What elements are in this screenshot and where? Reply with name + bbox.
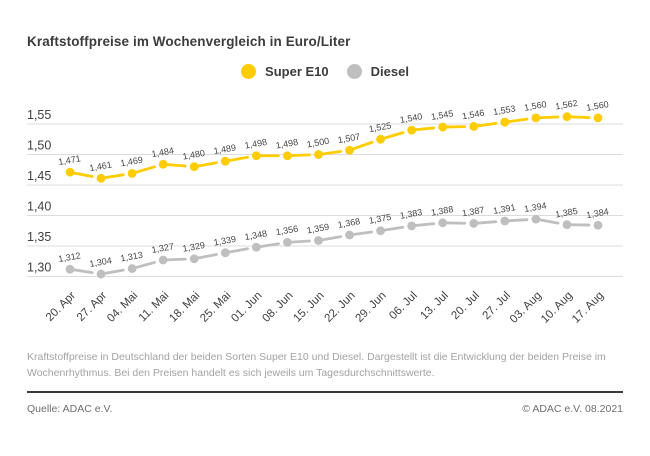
data-label-super-e10: 1,553 [492,103,517,118]
data-label-diesel: 1,329 [181,239,206,254]
data-point-super-e10 [252,151,261,160]
source-row [27,403,623,415]
data-point-super-e10 [500,118,509,127]
data-label-super-e10: 1,525 [368,120,393,135]
data-label-diesel: 1,312 [57,250,82,265]
data-point-diesel [159,256,168,265]
x-tick-label: 17. Aug [570,289,607,326]
data-label-super-e10: 1,546 [461,107,486,122]
data-point-super-e10 [594,114,603,123]
x-tick-label: 27. Apr [74,289,110,324]
data-point-diesel [66,265,75,274]
x-tick-label: 22. Jun [322,289,358,325]
data-point-diesel [283,238,292,247]
data-point-super-e10 [221,157,230,166]
data-label-diesel: 1,327 [150,241,175,255]
x-tick-label: 01. Jun [229,289,265,325]
legend-label-diesel: Diesel [370,64,409,79]
data-point-super-e10 [376,135,385,144]
data-point-diesel [190,254,199,263]
page-title: Kraftstoffpreise im Wochenvergleich in Euro/Liter [27,34,351,49]
data-label-diesel: 1,384 [585,206,610,221]
data-label-diesel: 1,313 [119,249,144,264]
y-tick-label: 1,30 [27,260,52,275]
footer-divider [27,391,623,393]
x-tick-label: 29. Jun [353,289,389,325]
data-point-diesel [438,218,447,227]
data-point-diesel [594,221,603,230]
data-label-diesel: 1,348 [243,228,268,243]
data-point-super-e10 [407,126,416,135]
y-tick-label: 1,35 [27,230,52,244]
data-point-diesel [563,220,572,229]
data-label-super-e10: 1,540 [399,111,424,126]
data-point-diesel [500,217,509,226]
data-label-super-e10: 1,562 [554,97,579,112]
x-tick-label: 27. Jul [480,289,513,323]
data-label-diesel: 1,304 [88,255,113,269]
data-point-super-e10 [128,169,137,178]
data-point-diesel [128,264,137,273]
data-label-diesel: 1,387 [461,204,486,219]
x-tick-label: 06. Jul [387,289,420,323]
data-point-diesel [97,270,106,279]
data-point-diesel [376,226,385,235]
data-point-super-e10 [97,174,106,183]
y-tick-label: 1,40 [27,199,52,214]
data-label-diesel: 1,394 [523,200,548,215]
chart-description: Kraftstoffpreise in Deutschland der beiden Sorten Super E10 und Diesel. Dargestellt ist die Entwicklung der beiden Preise im Wochenrhythmus. Bei den Preisen handelt es sich jeweils um Tagesdurchschnittswerte. [27,351,606,380]
data-label-super-e10: 1,461 [88,159,113,174]
data-label-super-e10: 1,480 [181,147,206,162]
data-point-super-e10 [283,151,292,160]
data-label-super-e10: 1,498 [243,136,268,151]
x-tick-label: 13. Jul [418,289,451,323]
data-point-diesel [345,231,354,240]
data-label-diesel: 1,368 [337,216,361,230]
data-point-super-e10 [314,150,323,159]
data-point-super-e10 [345,146,354,155]
data-point-super-e10 [438,123,447,132]
x-tick-label: 10. Aug [538,289,576,326]
x-tick-label: 08. Jun [260,289,296,325]
data-label-super-e10: 1,560 [585,99,610,113]
data-label-super-e10: 1,560 [523,99,548,113]
data-label-diesel: 1,356 [274,223,299,238]
y-tick-label: 1,55 [27,108,52,122]
data-label-diesel: 1,383 [399,207,424,221]
data-label-super-e10: 1,484 [150,145,175,160]
data-point-super-e10 [563,112,572,121]
data-label-diesel: 1,388 [430,203,455,218]
data-label-super-e10: 1,469 [119,154,144,169]
data-point-super-e10 [159,160,168,169]
data-point-diesel [531,215,540,224]
x-tick-label: 20. Apr [43,289,79,324]
data-label-super-e10: 1,498 [274,136,299,151]
data-label-super-e10: 1,500 [305,135,330,150]
x-tick-label: 04. Mai [105,289,141,325]
data-point-diesel [314,236,323,245]
y-tick-label: 1,45 [27,169,52,183]
legend-label-super-e10: Super E10 [265,64,329,79]
data-label-super-e10: 1,471 [57,153,82,168]
x-tick-label: 25. Mai [198,289,234,325]
data-point-super-e10 [469,122,478,131]
data-point-super-e10 [190,162,199,171]
data-point-diesel [221,248,230,257]
x-tick-label: 03. Aug [507,289,545,326]
data-point-diesel [469,219,478,228]
data-label-diesel: 1,359 [305,221,330,236]
y-tick-label: 1,50 [27,138,52,153]
data-label-diesel: 1,339 [212,233,237,248]
data-point-diesel [252,243,261,252]
x-tick-label: 11. Mai [136,289,172,325]
source-label: Quelle: ADAC e.V. [27,403,113,415]
data-label-super-e10: 1,489 [212,142,237,157]
data-label-diesel: 1,385 [554,205,579,220]
x-tick-label: 20. Jul [449,289,482,323]
copyright-label: © ADAC e.V. 08.2021 [522,403,623,415]
data-label-super-e10: 1,545 [430,108,455,122]
data-label-diesel: 1,375 [368,211,393,226]
data-label-diesel: 1,391 [492,202,517,216]
x-tick-label: 15. Jun [291,289,327,325]
data-point-super-e10 [531,114,540,123]
data-point-super-e10 [66,168,75,177]
x-tick-label: 18. Mai [167,289,203,325]
data-label-super-e10: 1,507 [337,131,361,146]
data-point-diesel [407,221,416,230]
